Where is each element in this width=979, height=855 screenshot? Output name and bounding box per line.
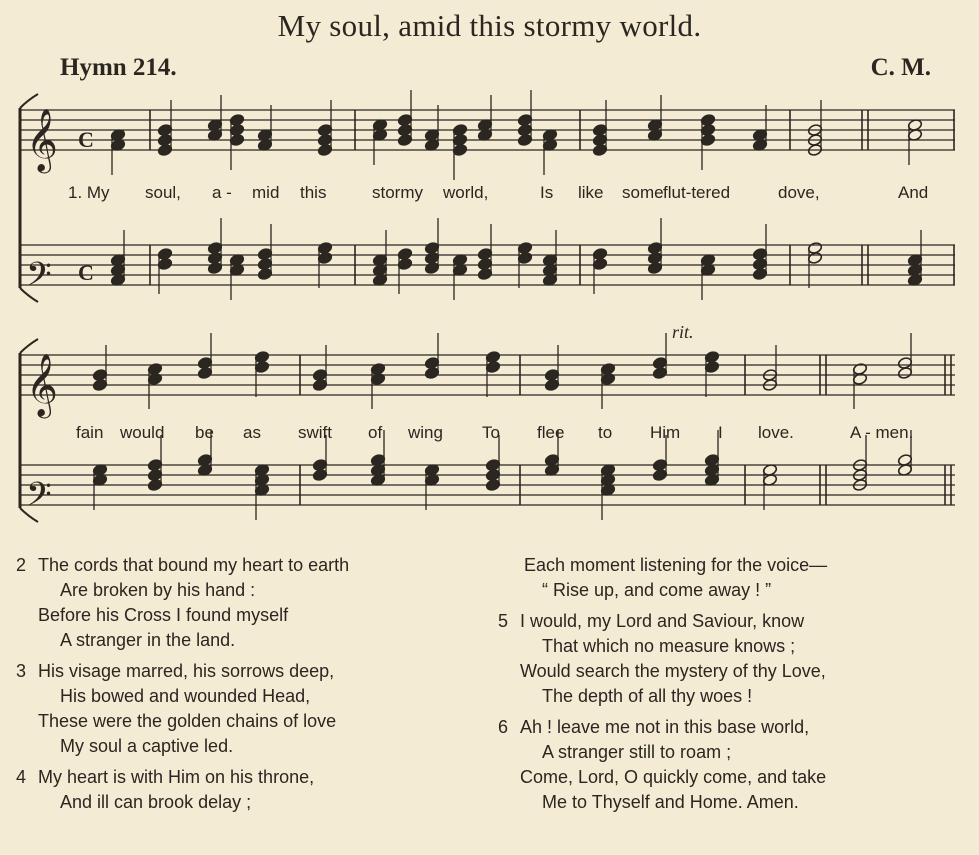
verse-line: A stranger in the land. [60,630,236,650]
lyric-syllable: Him [650,423,681,442]
verses-right-column [498,553,968,821]
verse-number: 2 [16,555,27,575]
lyric-syllable: world, [443,183,489,202]
verse-line: My soul a captive led. [60,736,234,756]
lyrics-system-2 [76,423,913,442]
verse-line: Are broken by his hand : [60,580,256,600]
lyric-syllable: be [195,423,214,442]
bracket-curl [20,94,38,108]
verses-left-column [16,553,486,821]
verse-line: I would, my Lord and Saviour, know [520,611,805,631]
ritardando-mark: rit. [672,322,694,342]
lyric-syllable: like [578,183,604,202]
verse [498,715,968,815]
bass-clef-icon: 𝄢 [26,256,52,302]
hymn-title: My soul, amid this stormy world. [277,8,702,43]
lyric-syllable: mid [252,183,280,202]
verse-number: 4 [16,767,27,787]
lyric-syllable: swift [298,423,332,442]
lyric-syllable: 1. My [68,183,110,202]
verse [16,659,486,759]
lyric-syllable: To [482,423,500,442]
verse-number: 3 [16,661,27,681]
lyrics-system-1 [68,183,928,202]
verse-number: 6 [498,717,509,737]
verse-line: And ill can brook delay ; [60,792,252,812]
verse-line: Ah ! leave me not in this base world, [520,717,810,737]
verse [498,609,968,709]
lyric-syllable: flee [537,423,565,442]
lyric-syllable: this [300,183,327,202]
verse-line: These were the golden chains of love [38,711,337,731]
verse-line: The depth of all thy woes ! [542,686,753,706]
clefs [26,108,94,522]
verse-line: A stranger still to roam ; [542,742,732,762]
time-signature: C [78,127,94,152]
barlines [150,110,954,505]
verse-line: “ Rise up, and come away ! ” [542,580,772,600]
time-signature: C [78,260,94,285]
lyric-syllable: to [598,423,613,442]
lyric-syllable: dove, [778,183,820,202]
lyric-syllable: stormy [372,183,423,202]
hymn-meter: C. M. [870,54,931,81]
lyric-syllable: I [718,423,723,442]
noteheads [92,90,922,520]
lyric-syllable: And [898,183,929,202]
verse-line: Would search the mystery of thy Love, [520,661,826,681]
lyric-syllable: of [368,423,383,442]
bass-clef-icon: 𝄢 [26,476,52,522]
staff-lines [20,110,955,505]
verse-line: His visage marred, his sorrows deep, [38,661,335,681]
verse-number: 5 [498,611,509,631]
lyric-syllable: wing [408,423,443,442]
verse-line: Come, Lord, O quickly come, and take [520,767,827,787]
lyric-syllable: as [243,423,261,442]
verse-line: That which no measure knows ; [542,636,796,656]
treble-clef-icon: 𝄞 [26,108,58,171]
lyric-syllable: A - men. [850,423,914,442]
lyric-syllable: some [622,183,664,202]
treble-clef-icon: 𝄞 [26,353,58,416]
verse [16,553,486,653]
lyric-syllable: soul, [145,183,181,202]
lyric-syllable: fain [76,423,104,442]
hymn-number: Hymn 214. [60,54,177,81]
verse-line: His bowed and wounded Head, [60,686,311,706]
lyric-syllable: would [120,423,165,442]
verse-line: Before his Cross I found myself [38,605,289,625]
verse-line: Me to Thyself and Home. Amen. [542,792,799,812]
verse-line: Each moment listening for the voice— [524,555,828,575]
verse-continuation [498,553,968,603]
verse [16,765,486,815]
lyric-syllable: flut-tered [663,183,731,202]
bracket-curl [20,339,38,353]
verse-line: My heart is with Him on his throne, [38,767,315,787]
lyric-syllable: love. [758,423,794,442]
lyric-syllable: Is [540,183,554,202]
lyric-syllable: a - [212,183,232,202]
verse-line: The cords that bound my heart to earth [38,555,350,575]
